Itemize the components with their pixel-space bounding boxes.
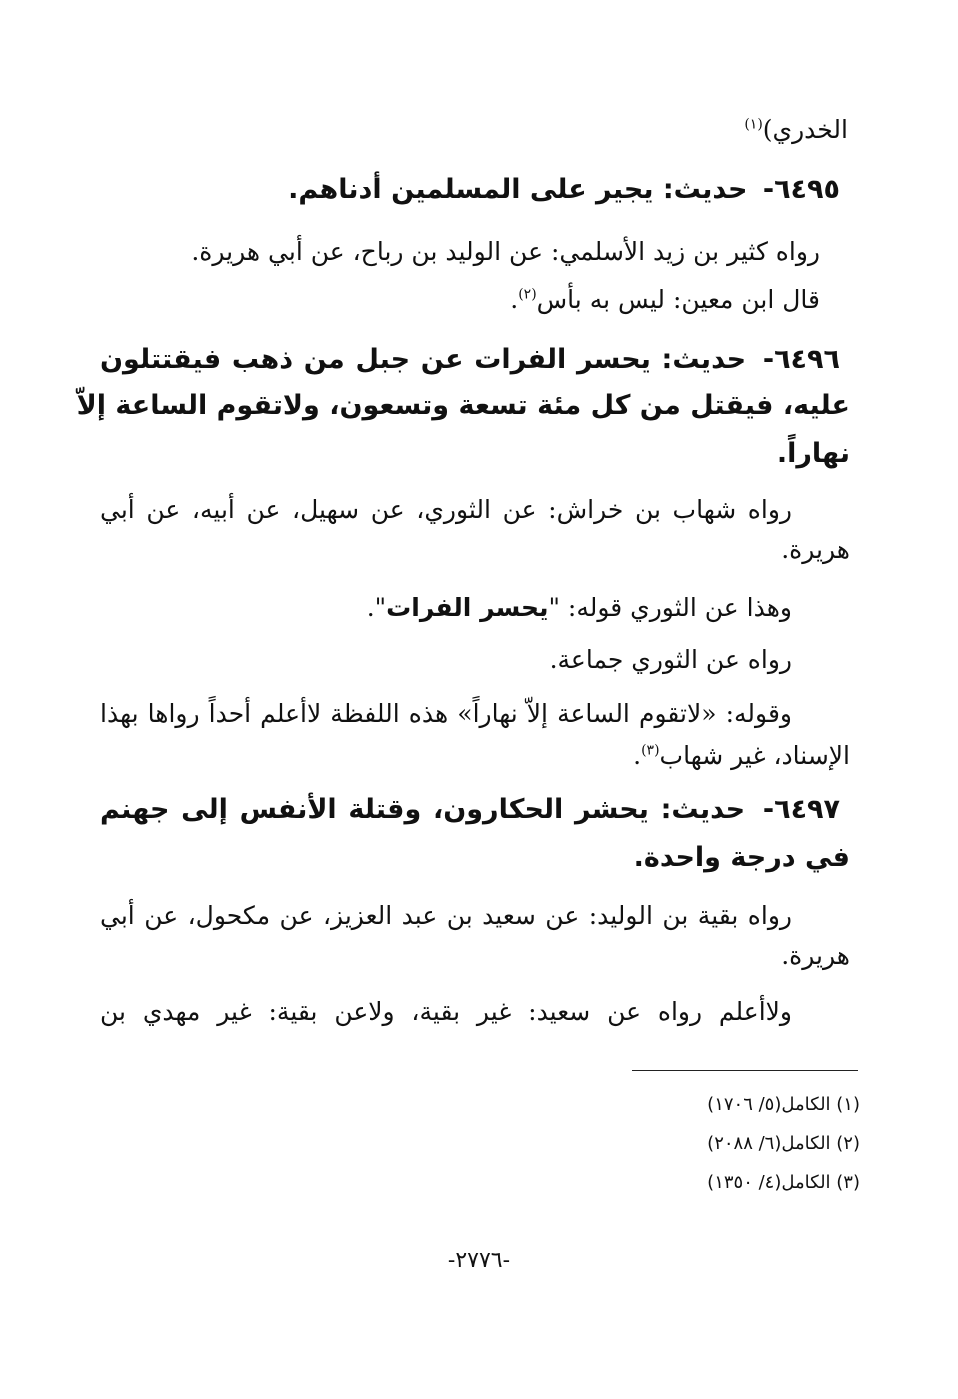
- text-fragment: وهذا عن الثوري قوله: ": [548, 593, 792, 622]
- quoted-phrase: يحسر الفرات: [386, 593, 549, 622]
- footnote-marker: (٣): [641, 742, 660, 759]
- text-fragment: ".: [366, 593, 387, 622]
- text-line: ولاأعلم رواه عن سعيد: غير بقية، ولاعن بقية: غير مهدي بن: [100, 997, 792, 1026]
- text-fragment: الإسناد، غير شهاب: [659, 741, 850, 770]
- footnote-2: (٢) الكامل(٦/ ٢٠٨٨): [707, 1133, 860, 1154]
- text-fragment: الخدري): [762, 115, 848, 144]
- text-line: [744, 110, 848, 150]
- hadith-number: ٦٤٩٥-: [762, 174, 840, 205]
- hadith-heading-6496: [100, 340, 840, 380]
- hadith-heading-6497: [100, 790, 840, 830]
- text-line: [633, 736, 850, 776]
- text-line: رواه كثير بن زيد الأسلمي: عن الوليد بن رباح، عن أبي هريرة.: [191, 237, 820, 266]
- footnote-3: (٣) الكامل(٤/ ١٣٥٠): [707, 1172, 860, 1193]
- footnote-separator: [632, 1070, 858, 1071]
- hadith-text-line: عليه، فيقتل من كل مئة تسعة وتسعون، ولاتقوم الساعة إلاّ: [76, 390, 850, 421]
- footnote-marker: (١): [744, 116, 763, 133]
- hadith-heading-6495: [288, 170, 840, 210]
- text-line: [367, 588, 792, 628]
- hadith-number: ٦٤٩٦-: [762, 344, 840, 375]
- footnote-marker: (٢): [518, 286, 537, 303]
- hadith-text-line: نهاراً.: [776, 438, 850, 469]
- hadith-text: حديث: يحشر الحكارون، وقتلة الأنفس إلى جهنم: [100, 794, 746, 825]
- text-line: هريرة.: [781, 941, 850, 970]
- hadith-text-line: في درجة واحدة.: [633, 842, 850, 873]
- text-line: رواه بقية بن الوليد: عن سعيد بن عبد العزيز، عن مكحول، عن أبي: [100, 901, 792, 930]
- page-number: -٢٧٧٦-: [447, 1248, 511, 1273]
- text-line: رواه شهاب بن خراش: عن الثوري، عن سهيل، عن أبيه، عن أبي: [100, 495, 792, 524]
- text-line: هريرة.: [781, 535, 850, 564]
- footnote-1: (١) الكامل(٥/ ١٧٠٦): [707, 1094, 860, 1115]
- hadith-number: ٦٤٩٧-: [762, 794, 841, 825]
- hadith-text: حديث: يجير على المسلمين أدناهم.: [288, 174, 748, 205]
- hadith-text: حديث: يحسر الفرات عن جبل من ذهب فيقتتلون: [100, 344, 747, 375]
- text-line: رواه عن الثوري جماعة.: [549, 645, 792, 674]
- text-fragment: .: [510, 285, 519, 314]
- text-line: [510, 280, 820, 320]
- text-line: وقوله: «لاتقوم الساعة إلاّ نهاراً» هذه اللفظة لاأعلم أحداً رواها بهذا: [100, 699, 792, 728]
- text-fragment: .: [633, 741, 642, 770]
- text-fragment: قال ابن معين: ليس به بأس: [536, 285, 820, 314]
